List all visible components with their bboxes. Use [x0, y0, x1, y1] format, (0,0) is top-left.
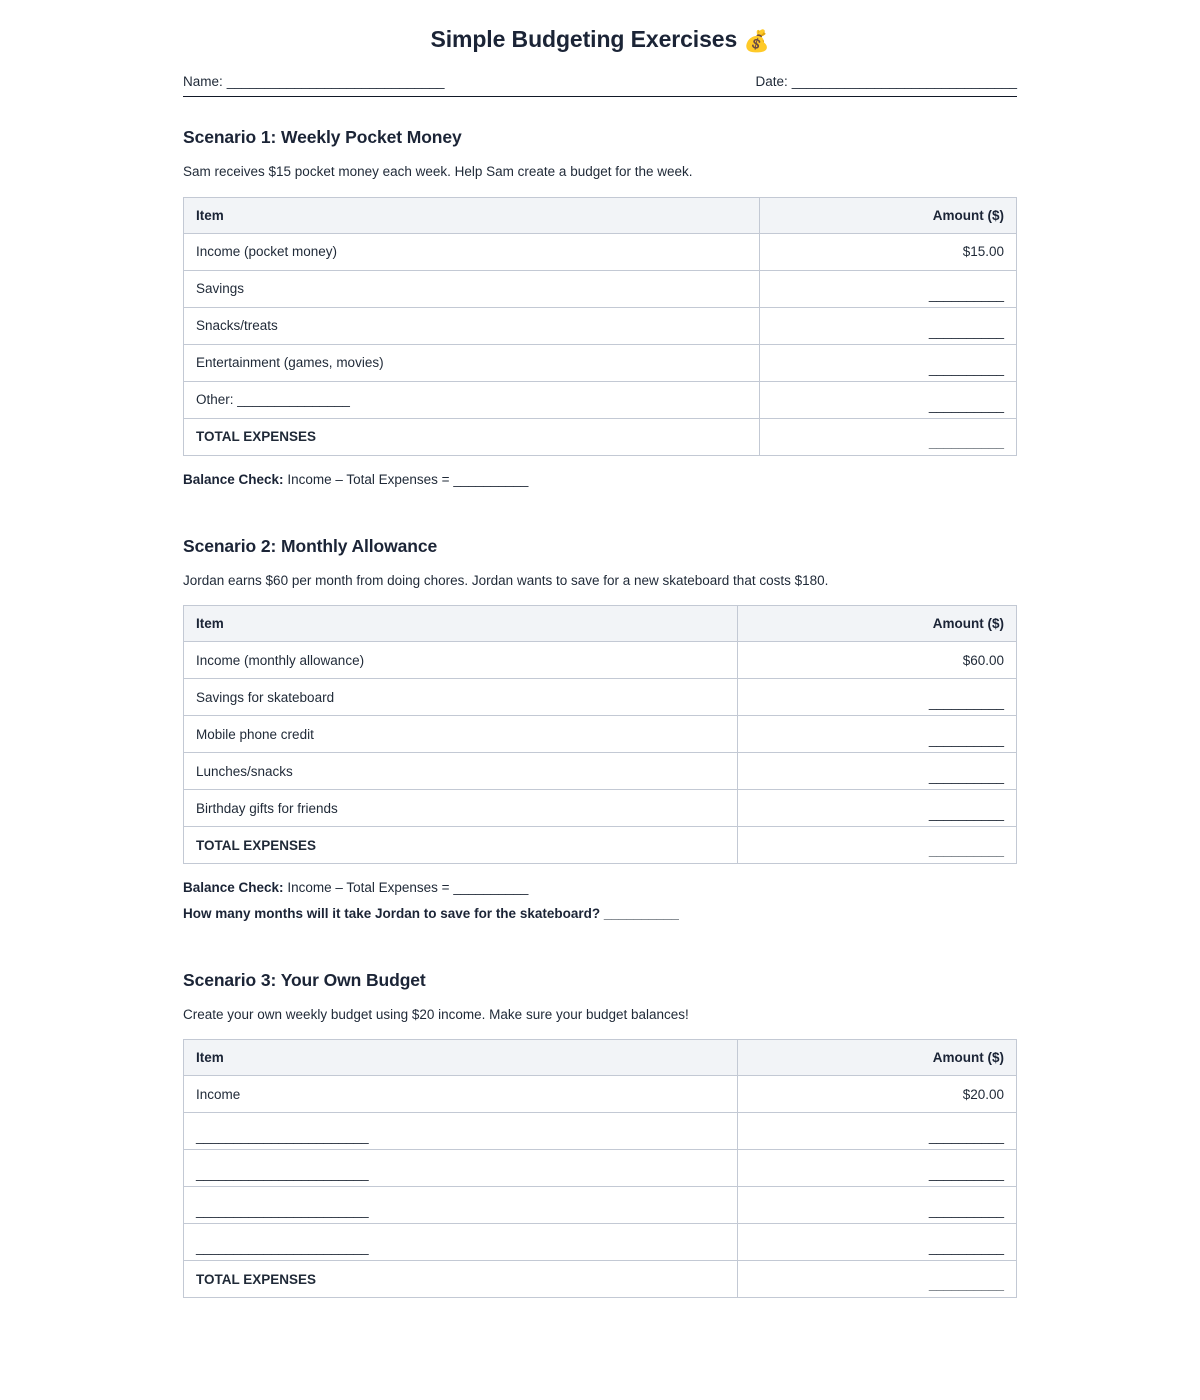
scenario-2-heading: Scenario 2: Monthly Allowance — [183, 535, 438, 556]
row-amount-blank[interactable] — [738, 716, 1017, 753]
row-item-label: Mobile phone credit — [184, 716, 738, 753]
amount-blank-line[interactable]: __________ — [928, 323, 1004, 339]
total-amount-blank[interactable] — [738, 827, 1017, 864]
section-spacer — [183, 950, 1017, 970]
scenario-1-budget-table — [183, 197, 1017, 456]
item-blank-line[interactable]: _______________________ — [196, 1203, 369, 1219]
row-amount-value: $15.00 — [760, 233, 1017, 270]
scenario-3-section — [183, 970, 1017, 1299]
total-label: TOTAL EXPENSES — [184, 418, 760, 455]
row-amount-blank[interactable] — [738, 1187, 1017, 1224]
table-row — [184, 1224, 1017, 1261]
table-row — [184, 753, 1017, 790]
table-head — [184, 606, 1017, 642]
row-item-blank[interactable] — [184, 1224, 738, 1261]
header-item: Item — [184, 1040, 738, 1076]
row-item-label: Birthday gifts for friends — [184, 790, 738, 827]
header-amount: Amount ($) — [738, 606, 1017, 642]
header-item: Item — [184, 197, 760, 233]
amount-blank-line[interactable]: __________ — [928, 1166, 1004, 1182]
amount-blank-line[interactable]: __________ — [928, 397, 1004, 413]
name-date-row — [183, 74, 1017, 97]
table-head — [184, 197, 1017, 233]
row-amount-blank[interactable] — [738, 1224, 1017, 1261]
row-amount-blank[interactable] — [760, 270, 1017, 307]
table-row — [184, 1113, 1017, 1150]
amount-blank-line[interactable]: __________ — [928, 732, 1004, 748]
table-body — [184, 233, 1017, 455]
scenario-3-description: Create your own weekly budget using $20 income. Make sure your budget balances! — [183, 1006, 689, 1022]
row-item-blank[interactable] — [184, 1187, 738, 1224]
scenario-2-description: Jordan earns $60 per month from doing chores. Jordan wants to save for a new skateboard that costs $180. — [183, 572, 829, 588]
scenario-1-heading: Scenario 1: Weekly Pocket Money — [183, 127, 462, 147]
item-blank-line[interactable]: _______________________ — [196, 1166, 369, 1182]
scenario-2-question — [183, 904, 1017, 924]
row-amount-blank[interactable] — [738, 679, 1017, 716]
total-blank-line[interactable]: __________ — [928, 1277, 1004, 1293]
section-spacer — [183, 516, 1017, 536]
row-item-label: Savings — [184, 270, 760, 307]
table-head — [184, 1040, 1017, 1076]
row-item-label: Income (pocket money) — [184, 233, 760, 270]
balance-check-label: Balance Check: — [183, 471, 284, 487]
table-row — [184, 344, 1017, 381]
table-total-row — [184, 1261, 1017, 1298]
date-field[interactable] — [755, 74, 1017, 89]
balance-check-label: Balance Check: — [183, 880, 284, 896]
row-item-label: Savings for skateboard — [184, 679, 738, 716]
table-header-row — [184, 606, 1017, 642]
name-field[interactable] — [183, 74, 445, 89]
name-label: Name: — [183, 74, 223, 89]
table-row — [184, 790, 1017, 827]
table-row — [184, 233, 1017, 270]
table-row — [184, 679, 1017, 716]
scenario-1-balance-check — [183, 470, 1017, 490]
table-row — [184, 1150, 1017, 1187]
amount-blank-line[interactable]: __________ — [928, 1240, 1004, 1256]
item-blank-line[interactable]: _______________________ — [196, 1240, 369, 1256]
table-total-row — [184, 418, 1017, 455]
row-item-label: Snacks/treats — [184, 307, 760, 344]
total-label: TOTAL EXPENSES — [184, 827, 738, 864]
header-amount: Amount ($) — [738, 1040, 1017, 1076]
row-item-label: Income (monthly allowance) — [184, 642, 738, 679]
amount-blank-line[interactable]: __________ — [928, 1129, 1004, 1145]
amount-blank-line[interactable]: __________ — [928, 695, 1004, 711]
row-item-other[interactable]: Other: _______________ — [184, 381, 760, 418]
table-row — [184, 307, 1017, 344]
total-amount-blank[interactable] — [760, 418, 1017, 455]
header-amount: Amount ($) — [760, 197, 1017, 233]
row-amount-blank[interactable] — [760, 307, 1017, 344]
row-amount-blank[interactable] — [760, 344, 1017, 381]
scenario-2-section — [183, 536, 1017, 924]
table-header-row — [184, 197, 1017, 233]
item-blank-line[interactable]: _______________________ — [196, 1129, 369, 1145]
table-row — [184, 381, 1017, 418]
page-title-text: Simple Budgeting Exercises — [430, 26, 738, 52]
question-text: How many months will it take Jordan to save for the skateboard? — [183, 905, 601, 921]
balance-check-blank[interactable]: __________ — [453, 471, 529, 487]
balance-check-text: Income – Total Expenses = — [287, 471, 450, 487]
table-row — [184, 1076, 1017, 1113]
date-label: Date: — [755, 74, 788, 89]
row-item-blank[interactable] — [184, 1150, 738, 1187]
table-body — [184, 1076, 1017, 1298]
header-item: Item — [184, 606, 738, 642]
total-blank-line[interactable]: __________ — [928, 843, 1004, 859]
scenario-1-description: Sam receives $15 pocket money each week. Help Sam create a budget for the week. — [183, 164, 693, 179]
scenario-3-budget-table — [183, 1039, 1017, 1298]
table-row — [184, 642, 1017, 679]
row-item-label: Entertainment (games, movies) — [184, 344, 760, 381]
amount-blank-line[interactable]: __________ — [928, 286, 1004, 302]
table-row — [184, 1187, 1017, 1224]
amount-blank-line[interactable]: __________ — [928, 1203, 1004, 1219]
row-amount-value: $60.00 — [738, 642, 1017, 679]
row-item-blank[interactable] — [184, 1113, 738, 1150]
row-amount-blank[interactable] — [738, 1113, 1017, 1150]
row-amount-blank[interactable] — [738, 1150, 1017, 1187]
money-bag-icon: 💰 — [743, 30, 770, 53]
amount-blank-line[interactable]: __________ — [928, 806, 1004, 822]
table-total-row — [184, 827, 1017, 864]
page-title — [183, 26, 1017, 54]
balance-check-blank[interactable]: __________ — [453, 880, 529, 896]
total-amount-blank[interactable] — [738, 1261, 1017, 1298]
table-body — [184, 642, 1017, 864]
total-label: TOTAL EXPENSES — [184, 1261, 738, 1298]
table-row — [184, 716, 1017, 753]
balance-check-text: Income – Total Expenses = — [287, 880, 450, 896]
scenario-2-balance-check — [183, 878, 1017, 898]
scenario-3-heading: Scenario 3: Your Own Budget — [183, 969, 426, 990]
row-item-label: Income — [184, 1076, 738, 1113]
row-amount-blank[interactable] — [738, 753, 1017, 790]
row-amount-value: $20.00 — [738, 1076, 1017, 1113]
row-item-label: Lunches/snacks — [184, 753, 738, 790]
scenario-1-section — [183, 127, 1017, 490]
row-amount-blank[interactable] — [738, 790, 1017, 827]
date-blank-line[interactable]: ______________________________ — [791, 74, 1017, 89]
total-blank-line[interactable]: __________ — [928, 434, 1004, 450]
name-blank-line[interactable]: _____________________________ — [226, 74, 445, 89]
question-blank[interactable]: __________ — [603, 905, 679, 921]
amount-blank-line[interactable]: __________ — [928, 769, 1004, 785]
table-row — [184, 270, 1017, 307]
scenario-2-budget-table — [183, 605, 1017, 864]
row-amount-blank[interactable] — [760, 381, 1017, 418]
table-header-row — [184, 1040, 1017, 1076]
amount-blank-line[interactable]: __________ — [928, 360, 1004, 376]
worksheet-sheet — [183, 0, 1017, 1298]
